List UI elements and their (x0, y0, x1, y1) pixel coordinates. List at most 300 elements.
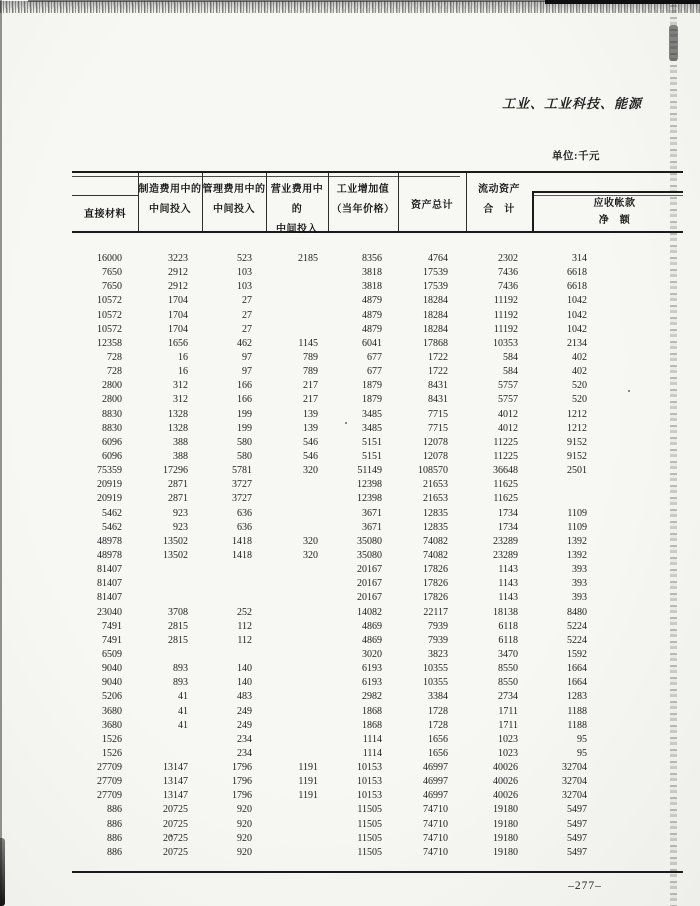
table-cell: 1711 (498, 719, 518, 731)
table-cell: 140 (237, 663, 252, 675)
table-cell: 1879 (362, 380, 382, 392)
table-cell (122, 591, 188, 605)
table-cell: 166 (237, 380, 252, 392)
table-cell: 74082 (423, 535, 448, 547)
table-cell: 1704 (168, 323, 188, 335)
table-cell: 1656 (168, 337, 188, 349)
table-cell: 1188 (567, 719, 587, 731)
table-cell: 893 (173, 663, 188, 675)
table-cell: 6509 (102, 648, 122, 660)
table-cell: 1114 (362, 747, 382, 759)
table-cell: 20725 (163, 818, 188, 830)
table-cell: 1042 (567, 295, 587, 307)
table-cell: 1042 (567, 323, 587, 335)
table-cell: 1109 (567, 507, 587, 519)
table-cell: 18284 (423, 323, 448, 335)
table-cell (122, 747, 188, 761)
table-cell: 1042 (567, 309, 587, 321)
table-cell: 402 (572, 366, 587, 378)
table-cell: 2185 (298, 253, 318, 264)
page-number: –277– (568, 880, 602, 892)
table-cell: 1188 (567, 705, 587, 717)
table-cell: 23289 (493, 535, 518, 547)
table-row (72, 591, 587, 605)
table-cell: 2800 (102, 394, 122, 406)
table-cell: 1879 (362, 394, 382, 406)
table-cell: 3823 (428, 648, 448, 660)
table-cell (122, 563, 188, 577)
table-cell: 584 (503, 351, 518, 363)
table-cell: 11192 (493, 323, 518, 335)
table-cell: 74710 (423, 846, 448, 858)
table-cell: 46997 (423, 776, 448, 788)
table-cell: 1143 (498, 592, 518, 604)
col-header-line: （当年价格） (331, 204, 395, 215)
table-cell: 10355 (423, 677, 448, 689)
table-cell: 923 (173, 521, 188, 533)
table-cell: 1704 (168, 309, 188, 321)
table-cell: 3727 (232, 493, 252, 505)
table-cell: 9152 (567, 436, 587, 448)
table-cell: 1656 (428, 747, 448, 759)
table-cell: 677 (367, 366, 382, 378)
table-cell: 40026 (493, 776, 518, 788)
table-cell: 46997 (423, 790, 448, 802)
table-cell: 4869 (362, 620, 382, 632)
table-row (72, 379, 587, 393)
table-cell: 16000 (97, 253, 122, 264)
table-cell: 314 (572, 253, 587, 264)
table-cell: 27709 (97, 776, 122, 788)
table-cell: 35080 (357, 549, 382, 561)
table-cell: 2912 (168, 267, 188, 279)
table-cell: 584 (503, 366, 518, 378)
table-cell: 7650 (102, 281, 122, 293)
table-row (72, 733, 587, 747)
col-header-line: 应收帐款 (593, 198, 636, 209)
table-cell (252, 648, 318, 662)
table-cell: 19180 (493, 832, 518, 844)
table-cell: 108570 (418, 465, 448, 477)
table-cell: 10353 (493, 337, 518, 349)
table-cell: 17826 (423, 564, 448, 576)
table-cell: 3671 (362, 507, 382, 519)
table-cell: 10153 (357, 790, 382, 802)
table-cell: 4879 (362, 309, 382, 321)
table-cell: 10355 (423, 663, 448, 675)
table-cell: 8550 (498, 663, 518, 675)
table-cell: 3020 (362, 648, 382, 660)
table-cell: 13147 (163, 790, 188, 802)
table-cell: 728 (107, 351, 122, 363)
table-cell (252, 818, 318, 832)
table-row (72, 422, 587, 436)
col-header-line: 中间投入 (213, 204, 255, 215)
table-cell: 6118 (498, 620, 518, 632)
table-row (72, 365, 587, 379)
table-cell: 5757 (498, 380, 518, 392)
col-header-line: 直接材料 (84, 209, 126, 220)
table-cell: 1392 (567, 535, 587, 547)
table-cell: 13502 (163, 535, 188, 547)
table-cell: 580 (237, 436, 252, 448)
scan-right-blob-artifact (669, 25, 678, 61)
table-cell: 7436 (498, 267, 518, 279)
table-cell: 3223 (168, 253, 188, 264)
table-cell: 1328 (168, 408, 188, 420)
table-cell: 16 (178, 351, 188, 363)
table-cell: 2800 (102, 380, 122, 392)
table-cell: 6618 (567, 267, 587, 279)
table-cell: 40026 (493, 790, 518, 802)
table-row (72, 690, 587, 704)
table-cell: 5497 (567, 818, 587, 830)
table-cell: 23289 (493, 549, 518, 561)
table-cell: 2501 (567, 465, 587, 477)
scan-bottom-left-blob-artifact (0, 838, 5, 906)
table-cell: 312 (173, 380, 188, 392)
table-cell: 2912 (168, 281, 188, 293)
table-cell (252, 591, 318, 605)
col-header-line: 合 计 (483, 204, 515, 215)
table-cell: 1143 (498, 564, 518, 576)
col-header-line: 管理费用中的 (202, 184, 266, 195)
table-cell: 546 (303, 450, 318, 462)
table-cell: 48978 (97, 535, 122, 547)
table-cell: 3818 (362, 281, 382, 293)
table-cell: 1212 (567, 408, 587, 420)
table-cell: 7715 (428, 422, 448, 434)
table-cell: 1143 (498, 578, 518, 590)
table-cell (252, 620, 318, 634)
table-cell: 249 (237, 705, 252, 717)
table-cell: 74710 (423, 818, 448, 830)
table-cell: 17826 (423, 578, 448, 590)
table-cell: 3727 (232, 479, 252, 491)
table-cell (252, 662, 318, 676)
table-cell: 7650 (102, 267, 122, 279)
table-cell: 20919 (97, 479, 122, 491)
table-cell: 1728 (428, 719, 448, 731)
table-cell: 103 (237, 281, 252, 293)
table-row (72, 436, 587, 450)
table-row (72, 803, 587, 817)
table-row (72, 747, 587, 761)
unit-label: 单位:千元 (552, 151, 600, 162)
table-cell: 546 (303, 436, 318, 448)
table-cell: 8550 (498, 677, 518, 689)
table-row (72, 408, 587, 422)
table-cell (252, 294, 318, 308)
table-row (72, 634, 587, 648)
table-cell: 886 (107, 846, 122, 858)
table-cell: 8356 (362, 253, 382, 264)
table-cell: 97 (242, 351, 252, 363)
table-cell: 2734 (498, 691, 518, 703)
table-cell: 1526 (102, 747, 122, 759)
table-cell: 19180 (493, 804, 518, 816)
table-cell: 580 (237, 450, 252, 462)
table-cell: 20725 (163, 846, 188, 858)
table-cell: 46997 (423, 762, 448, 774)
table-row (72, 507, 587, 521)
table-cell: 95 (577, 733, 587, 745)
table-cell (252, 747, 318, 761)
table-cell: 320 (303, 549, 318, 561)
table-cell: 3708 (168, 606, 188, 618)
table-cell: 1328 (168, 422, 188, 434)
table-cell: 388 (173, 450, 188, 462)
table-cell: 1796 (232, 790, 252, 802)
table-cell: 9040 (102, 663, 122, 675)
table-cell: 23040 (97, 606, 122, 618)
table-cell: 6096 (102, 450, 122, 462)
table-cell (252, 705, 318, 719)
table-row (72, 252, 587, 266)
table-cell: 217 (303, 380, 318, 392)
table-cell (252, 309, 318, 323)
table-cell: 32704 (562, 776, 587, 788)
table-cell: 677 (367, 351, 382, 363)
table-cell: 199 (237, 408, 252, 420)
table-cell: 249 (237, 719, 252, 731)
table-cell: 1796 (232, 762, 252, 774)
col-header-total-assets (398, 196, 466, 216)
table-cell: 139 (303, 422, 318, 434)
table-cell: 12358 (97, 337, 122, 349)
table-cell: 1212 (567, 422, 587, 434)
table-cell: 13502 (163, 549, 188, 561)
table-cell: 20167 (357, 564, 382, 576)
table-cell: 520 (572, 380, 587, 392)
table-cell: 74082 (423, 549, 448, 561)
table-cell: 74710 (423, 804, 448, 816)
col-header-direct-materials (72, 205, 138, 225)
table-cell: 139 (303, 408, 318, 420)
table-cell: 140 (237, 677, 252, 689)
table-cell (252, 733, 318, 747)
table-cell: 9040 (102, 677, 122, 689)
table-cell: 320 (303, 465, 318, 477)
table-cell: 923 (173, 507, 188, 519)
table-cell: 217 (303, 394, 318, 406)
table-cell: 2871 (168, 493, 188, 505)
table-cell (188, 591, 252, 605)
table-cell: 11505 (357, 804, 382, 816)
table-cell: 12078 (423, 436, 448, 448)
table-cell: 11192 (493, 295, 518, 307)
table-row (72, 309, 587, 323)
table-cell: 16 (178, 366, 188, 378)
table-cell: 166 (237, 394, 252, 406)
table-cell: 234 (237, 747, 252, 759)
table-cell: 1526 (102, 733, 122, 745)
table-row (72, 676, 587, 690)
col-header-line: 中间投入 (276, 224, 318, 235)
scan-left-edge-artifact (0, 0, 2, 906)
table-cell: 12078 (423, 450, 448, 462)
table-cell: 2815 (168, 634, 188, 646)
col-header-line: 营业费用中的 (270, 184, 324, 215)
table-cell: 81407 (97, 592, 122, 604)
table-cell: 5497 (567, 832, 587, 844)
col-header-accounts-receivable-net (532, 195, 683, 229)
table-cell: 8830 (102, 422, 122, 434)
table-row (72, 705, 587, 719)
table-cell: 523 (237, 253, 252, 264)
table-cell (518, 478, 587, 492)
table-cell: 893 (173, 677, 188, 689)
table-cell: 5151 (362, 436, 382, 448)
table-cell: 36648 (493, 465, 518, 477)
table-row (72, 648, 587, 662)
table-cell: 41 (178, 691, 188, 703)
table-cell: 12398 (357, 493, 382, 505)
table-cell: 1868 (362, 719, 382, 731)
table-cell: 20919 (97, 493, 122, 505)
table-cell (252, 323, 318, 337)
table-cell: 95 (577, 747, 587, 759)
scan-speck (628, 390, 630, 392)
table-cell: 2302 (498, 253, 518, 264)
table-cell: 886 (107, 818, 122, 830)
table-cell (252, 280, 318, 294)
table-cell: 2815 (168, 620, 188, 632)
table-cell: 520 (572, 394, 587, 406)
table-cell: 1392 (567, 549, 587, 561)
table-cell: 9152 (567, 450, 587, 462)
table-cell: 51149 (357, 465, 382, 477)
table-cell: 5151 (362, 450, 382, 462)
table-cell: 19180 (493, 818, 518, 830)
table-cell (252, 803, 318, 817)
col-header-line: 资产总计 (411, 200, 453, 211)
table-row (72, 478, 587, 492)
table-cell: 920 (237, 804, 252, 816)
table-cell: 920 (237, 846, 252, 858)
table-data-rows (72, 252, 587, 860)
table-cell: 10572 (97, 295, 122, 307)
table-cell: 393 (572, 564, 587, 576)
table-cell: 1418 (232, 535, 252, 547)
table-cell: 5462 (102, 521, 122, 533)
table-cell: 17296 (163, 465, 188, 477)
table-row (72, 775, 587, 789)
table-cell: 1711 (498, 705, 518, 717)
table-row (72, 577, 587, 591)
table-cell (252, 846, 318, 860)
table-cell: 462 (237, 337, 252, 349)
table-cell: 18284 (423, 309, 448, 321)
table-cell: 1191 (298, 762, 318, 774)
table-cell: 40026 (493, 762, 518, 774)
table-cell (252, 507, 318, 521)
table-cell: 7436 (498, 281, 518, 293)
table-row (72, 620, 587, 634)
table-cell: 1023 (498, 733, 518, 745)
table-cell: 920 (237, 832, 252, 844)
table-cell: 886 (107, 804, 122, 816)
table-cell: 10153 (357, 762, 382, 774)
table-cell: 6096 (102, 436, 122, 448)
table-cell (252, 676, 318, 690)
table-cell: 199 (237, 422, 252, 434)
table-cell: 17539 (423, 267, 448, 279)
table-cell: 7491 (102, 634, 122, 646)
first-column-continuation-line (72, 195, 138, 196)
table-cell: 5224 (567, 634, 587, 646)
table-cell: 7491 (102, 620, 122, 632)
table-cell: 14082 (357, 606, 382, 618)
table-cell: 48978 (97, 549, 122, 561)
table-cell: 11625 (493, 493, 518, 505)
table-cell: 2871 (168, 479, 188, 491)
table-row (72, 351, 587, 365)
table-cell: 20725 (163, 804, 188, 816)
table-cell: 7939 (428, 620, 448, 632)
table-row (72, 535, 587, 549)
table-row (72, 280, 587, 294)
table-cell: 3818 (362, 267, 382, 279)
table-cell: 21653 (423, 493, 448, 505)
table-cell: 81407 (97, 578, 122, 590)
table-cell: 3470 (498, 648, 518, 660)
table-cell: 1734 (498, 521, 518, 533)
table-cell: 4869 (362, 634, 382, 646)
table-cell (252, 266, 318, 280)
table-cell: 1664 (567, 677, 587, 689)
table-cell: 103 (237, 267, 252, 279)
table-row (72, 662, 587, 676)
table-cell: 74710 (423, 832, 448, 844)
table-cell: 75359 (97, 465, 122, 477)
table-cell (252, 563, 318, 577)
table-cell: 1109 (567, 521, 587, 533)
table-cell: 7715 (428, 408, 448, 420)
table-cell: 1664 (567, 663, 587, 675)
table-cell: 483 (237, 691, 252, 703)
table-cell (252, 606, 318, 620)
table-row (72, 337, 587, 351)
scan-right-edge-artifact (670, 5, 677, 906)
table-row (72, 450, 587, 464)
table-cell: 13147 (163, 776, 188, 788)
table-cell: 4879 (362, 295, 382, 307)
col-header-line: 制造费用中的 (138, 184, 202, 195)
table-cell: 4012 (498, 422, 518, 434)
table-cell: 252 (237, 606, 252, 618)
table-cell: 11505 (357, 846, 382, 858)
table-cell: 2134 (567, 337, 587, 349)
table-cell: 6618 (567, 281, 587, 293)
table-cell (252, 690, 318, 704)
table-cell: 17539 (423, 281, 448, 293)
table-row (72, 393, 587, 407)
table-cell (188, 648, 252, 662)
table-row (72, 832, 587, 846)
table-cell (252, 719, 318, 733)
table-cell: 18284 (423, 295, 448, 307)
table-header-bottom-border (72, 231, 683, 233)
table-row (72, 563, 587, 577)
table-cell: 3680 (102, 705, 122, 717)
table-cell: 10153 (357, 776, 382, 788)
table-cell: 3485 (362, 422, 382, 434)
col-header-admin-intermediate-input (202, 180, 266, 220)
table-cell: 3485 (362, 408, 382, 420)
col-header-manufacturing-intermediate-input (138, 180, 202, 220)
table-cell: 8480 (567, 606, 587, 618)
